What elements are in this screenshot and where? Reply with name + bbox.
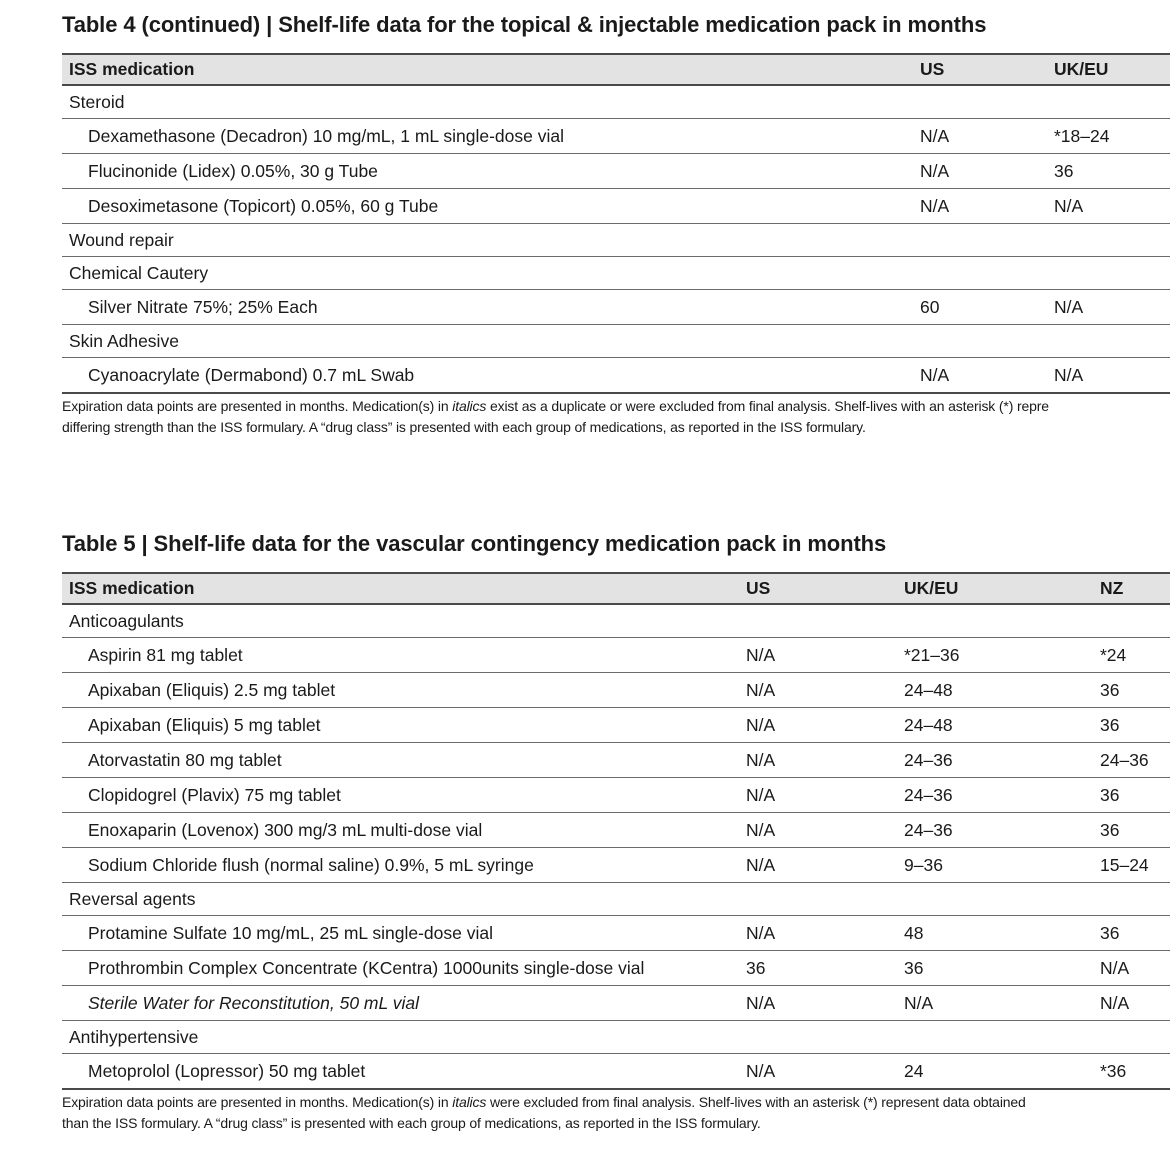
shelf-life-ukeu: 24–36: [897, 743, 1093, 778]
shelf-life-ukeu: *21–36: [897, 638, 1093, 673]
shelf-life-ukeu: 24–36: [897, 813, 1093, 848]
medication-name: Flucinonide (Lidex) 0.05%, 30 g Tube: [62, 154, 913, 189]
table4-title: Table 4 (continued) | Shelf-life data for the topical & injectable medication pack in months: [62, 12, 987, 37]
table-row: [62, 986, 1170, 1021]
footnote-text: than the ISS formulary. A “drug class” is presented with each group of medications, as reported in the ISS formulary.: [62, 1115, 761, 1131]
shelf-life-us: N/A: [913, 154, 1047, 189]
shelf-life-us: N/A: [739, 708, 897, 743]
drug-class-label: Steroid: [62, 85, 1170, 119]
shelf-life-us: N/A: [739, 638, 897, 673]
shelf-life-ukeu: N/A: [1047, 290, 1170, 325]
drug-class-label: Skin Adhesive: [62, 325, 1170, 358]
drug-class-row: [62, 883, 1170, 916]
shelf-life-us: N/A: [913, 189, 1047, 224]
drug-class-label: Chemical Cautery: [62, 257, 1170, 290]
footnote-text: exist as a duplicate or were excluded from final analysis. Shelf-lives with an asterisk (*) repre: [486, 398, 1049, 414]
drug-class-label: Reversal agents: [62, 883, 1170, 916]
shelf-life-nz: 36: [1093, 813, 1170, 848]
shelf-life-nz: *36: [1093, 1054, 1170, 1090]
shelf-life-ukeu: 24–36: [897, 778, 1093, 813]
table4-section: [62, 10, 1170, 438]
drug-class-row: [62, 1021, 1170, 1054]
shelf-life-us: N/A: [913, 358, 1047, 394]
medication-name: Apixaban (Eliquis) 5 mg tablet: [62, 708, 739, 743]
table5-body: [62, 604, 1170, 1089]
shelf-life-us: N/A: [739, 673, 897, 708]
shelf-life-ukeu: 24: [897, 1054, 1093, 1090]
shelf-life-ukeu: N/A: [1047, 358, 1170, 394]
shelf-life-ukeu: 48: [897, 916, 1093, 951]
table-row: [62, 290, 1170, 325]
table5: [62, 572, 1170, 1090]
drug-class-row: [62, 257, 1170, 290]
footnote-text: Expiration data points are presented in months. Medication(s) in: [62, 1094, 453, 1110]
medication-name: Desoximetasone (Topicort) 0.05%, 60 g Tube: [62, 189, 913, 224]
shelf-life-us: N/A: [739, 1054, 897, 1090]
drug-class-row: [62, 325, 1170, 358]
table-row: [62, 189, 1170, 224]
medication-name: Metoprolol (Lopressor) 50 mg tablet: [62, 1054, 739, 1090]
shelf-life-us: N/A: [739, 848, 897, 883]
table-row: [62, 673, 1170, 708]
table4-footnote: [62, 396, 1170, 438]
table4-body: [62, 85, 1170, 393]
col-header-medication: ISS medication: [62, 54, 913, 85]
table5-section: [62, 529, 1170, 1134]
shelf-life-us: N/A: [739, 986, 897, 1021]
drug-class-row: [62, 224, 1170, 257]
footnote-text: differing strength than the ISS formulary. A “drug class” is presented with each group of medications, as reported in the ISS formulary.: [62, 419, 866, 435]
drug-class-row: [62, 604, 1170, 638]
medication-name: Atorvastatin 80 mg tablet: [62, 743, 739, 778]
table-row: [62, 638, 1170, 673]
table4-header-row: [62, 54, 1170, 85]
col-header-ukeu: UK/EU: [1047, 54, 1170, 85]
col-header-us: US: [913, 54, 1047, 85]
shelf-life-us: N/A: [739, 778, 897, 813]
col-header-nz: NZ: [1093, 573, 1170, 604]
table-row: [62, 119, 1170, 154]
medication-name: Clopidogrel (Plavix) 75 mg tablet: [62, 778, 739, 813]
shelf-life-nz: 15–24: [1093, 848, 1170, 883]
shelf-life-ukeu: *18–24: [1047, 119, 1170, 154]
table5-title: Table 5 | Shelf-life data for the vascular contingency medication pack in months: [62, 531, 887, 556]
table-row: [62, 813, 1170, 848]
shelf-life-ukeu: N/A: [1047, 189, 1170, 224]
shelf-life-us: N/A: [913, 119, 1047, 154]
footnote-italic: italics: [452, 398, 487, 414]
medication-name: Aspirin 81 mg tablet: [62, 638, 739, 673]
shelf-life-nz: 36: [1093, 916, 1170, 951]
shelf-life-nz: *24: [1093, 638, 1170, 673]
shelf-life-us: N/A: [739, 916, 897, 951]
medication-name: Enoxaparin (Lovenox) 300 mg/3 mL multi-dose vial: [62, 813, 739, 848]
shelf-life-ukeu: 36: [1047, 154, 1170, 189]
shelf-life-nz: 24–36: [1093, 743, 1170, 778]
drug-class-row: [62, 85, 1170, 119]
shelf-life-nz: N/A: [1093, 986, 1170, 1021]
col-header-ukeu: UK/EU: [897, 573, 1093, 604]
table-row: [62, 778, 1170, 813]
medication-name: Sodium Chloride flush (normal saline) 0.9%, 5 mL syringe: [62, 848, 739, 883]
table-row: [62, 743, 1170, 778]
table-row: [62, 154, 1170, 189]
shelf-life-nz: 36: [1093, 673, 1170, 708]
footnote-text: were excluded from final analysis. Shelf-lives with an asterisk (*) represent data obtained: [486, 1094, 1026, 1110]
shelf-life-ukeu: 24–48: [897, 708, 1093, 743]
shelf-life-us: N/A: [739, 813, 897, 848]
drug-class-label: Wound repair: [62, 224, 1170, 257]
table4: [62, 53, 1170, 394]
table-row: [62, 708, 1170, 743]
medication-name: Sterile Water for Reconstitution, 50 mL vial: [62, 986, 739, 1021]
table-row: [62, 1054, 1170, 1090]
shelf-life-nz: 36: [1093, 708, 1170, 743]
shelf-life-us: N/A: [739, 743, 897, 778]
drug-class-label: Antihypertensive: [62, 1021, 1170, 1054]
table5-header-row: [62, 573, 1170, 604]
footnote-text: Expiration data points are presented in months. Medication(s) in: [62, 398, 453, 414]
table-row: [62, 916, 1170, 951]
col-header-us: US: [739, 573, 897, 604]
shelf-life-us: 60: [913, 290, 1047, 325]
shelf-life-nz: N/A: [1093, 951, 1170, 986]
shelf-life-ukeu: 24–48: [897, 673, 1093, 708]
col-header-medication: ISS medication: [62, 573, 739, 604]
table-row: [62, 358, 1170, 394]
medication-name: Cyanoacrylate (Dermabond) 0.7 mL Swab: [62, 358, 913, 394]
shelf-life-ukeu: 36: [897, 951, 1093, 986]
medication-name: Dexamethasone (Decadron) 10 mg/mL, 1 mL single-dose vial: [62, 119, 913, 154]
drug-class-label: Anticoagulants: [62, 604, 1170, 638]
medication-name: Silver Nitrate 75%; 25% Each: [62, 290, 913, 325]
shelf-life-nz: 36: [1093, 778, 1170, 813]
medication-name: Apixaban (Eliquis) 2.5 mg tablet: [62, 673, 739, 708]
shelf-life-us: 36: [739, 951, 897, 986]
table-row: [62, 951, 1170, 986]
medication-name: Protamine Sulfate 10 mg/mL, 25 mL single-dose vial: [62, 916, 739, 951]
medication-name: Prothrombin Complex Concentrate (KCentra) 1000units single-dose vial: [62, 951, 739, 986]
shelf-life-ukeu: N/A: [897, 986, 1093, 1021]
shelf-life-ukeu: 9–36: [897, 848, 1093, 883]
footnote-italic: italics: [452, 1094, 487, 1110]
table5-footnote: [62, 1092, 1170, 1134]
table-row: [62, 848, 1170, 883]
